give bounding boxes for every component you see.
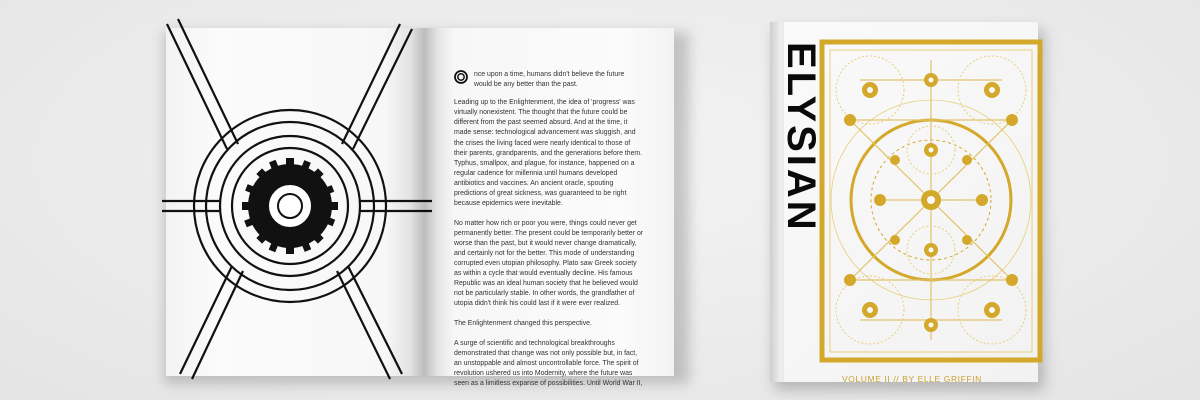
opening-paragraph bbox=[454, 70, 644, 90]
gold-geometric-art bbox=[820, 40, 1042, 362]
gear-illustration bbox=[172, 34, 422, 364]
article-text bbox=[454, 70, 644, 399]
paragraph-2: Leading up to the Enlightenment, the idea of 'progress' was virtually nonexistent. The thought that the future could be different from the past seemed absurd. And at the time, it made sense: technological advancement was sluggish, and the crises the living faced were nearly identical to those of their parents, grandparents, and the generations before them. Typhus, smallpox, and plague, for instance, happened on a regular cadence for millennia until humans developed antibiotics and vaccines. An ancient oracle, spouting predictions of great sickness, was guaranteed to be right because epidemics were inevitable. bbox=[454, 99, 643, 208]
cover-subtitle: VOLUME II // BY ELLE GRIFFIN bbox=[842, 374, 982, 384]
paragraph-1: nce upon a time, humans didn't believe the future would be any better than the past. bbox=[474, 71, 625, 89]
cover-face bbox=[779, 22, 1038, 384]
open-book bbox=[158, 22, 683, 388]
paragraph-4: The Enlightenment changed this perspective. bbox=[454, 320, 592, 328]
dropcap-o-icon bbox=[454, 70, 468, 84]
cover-title-text: ELYSIAN bbox=[779, 42, 823, 233]
closed-book-cover bbox=[770, 22, 1040, 388]
paragraph-5: A surge of scientific and technological breakthroughs demonstrated that change was not only possible but, in fact, an unstoppable and almost uncontrollable force. The spirit of revolution ushered us into Modernity, where the future was seen as a limitless expanse of possibilities. Until World War II, bbox=[454, 339, 643, 388]
cover-title bbox=[779, 34, 823, 334]
paragraph-3: No matter how rich or poor you were, things could never get permanently better. The present could be temporarily better or worse than the past, but it would never change dramatically, and certainly not for the better. This mode of understanding corrupted even utopian philosophy. Plato saw Greek society as within a cycle that would eventually decline. His famous Republic was an ideal human society that he believed would not be particularly stable. In other words, the grandfather of utopia didn't think his could last if it were ever realized. bbox=[454, 219, 644, 308]
